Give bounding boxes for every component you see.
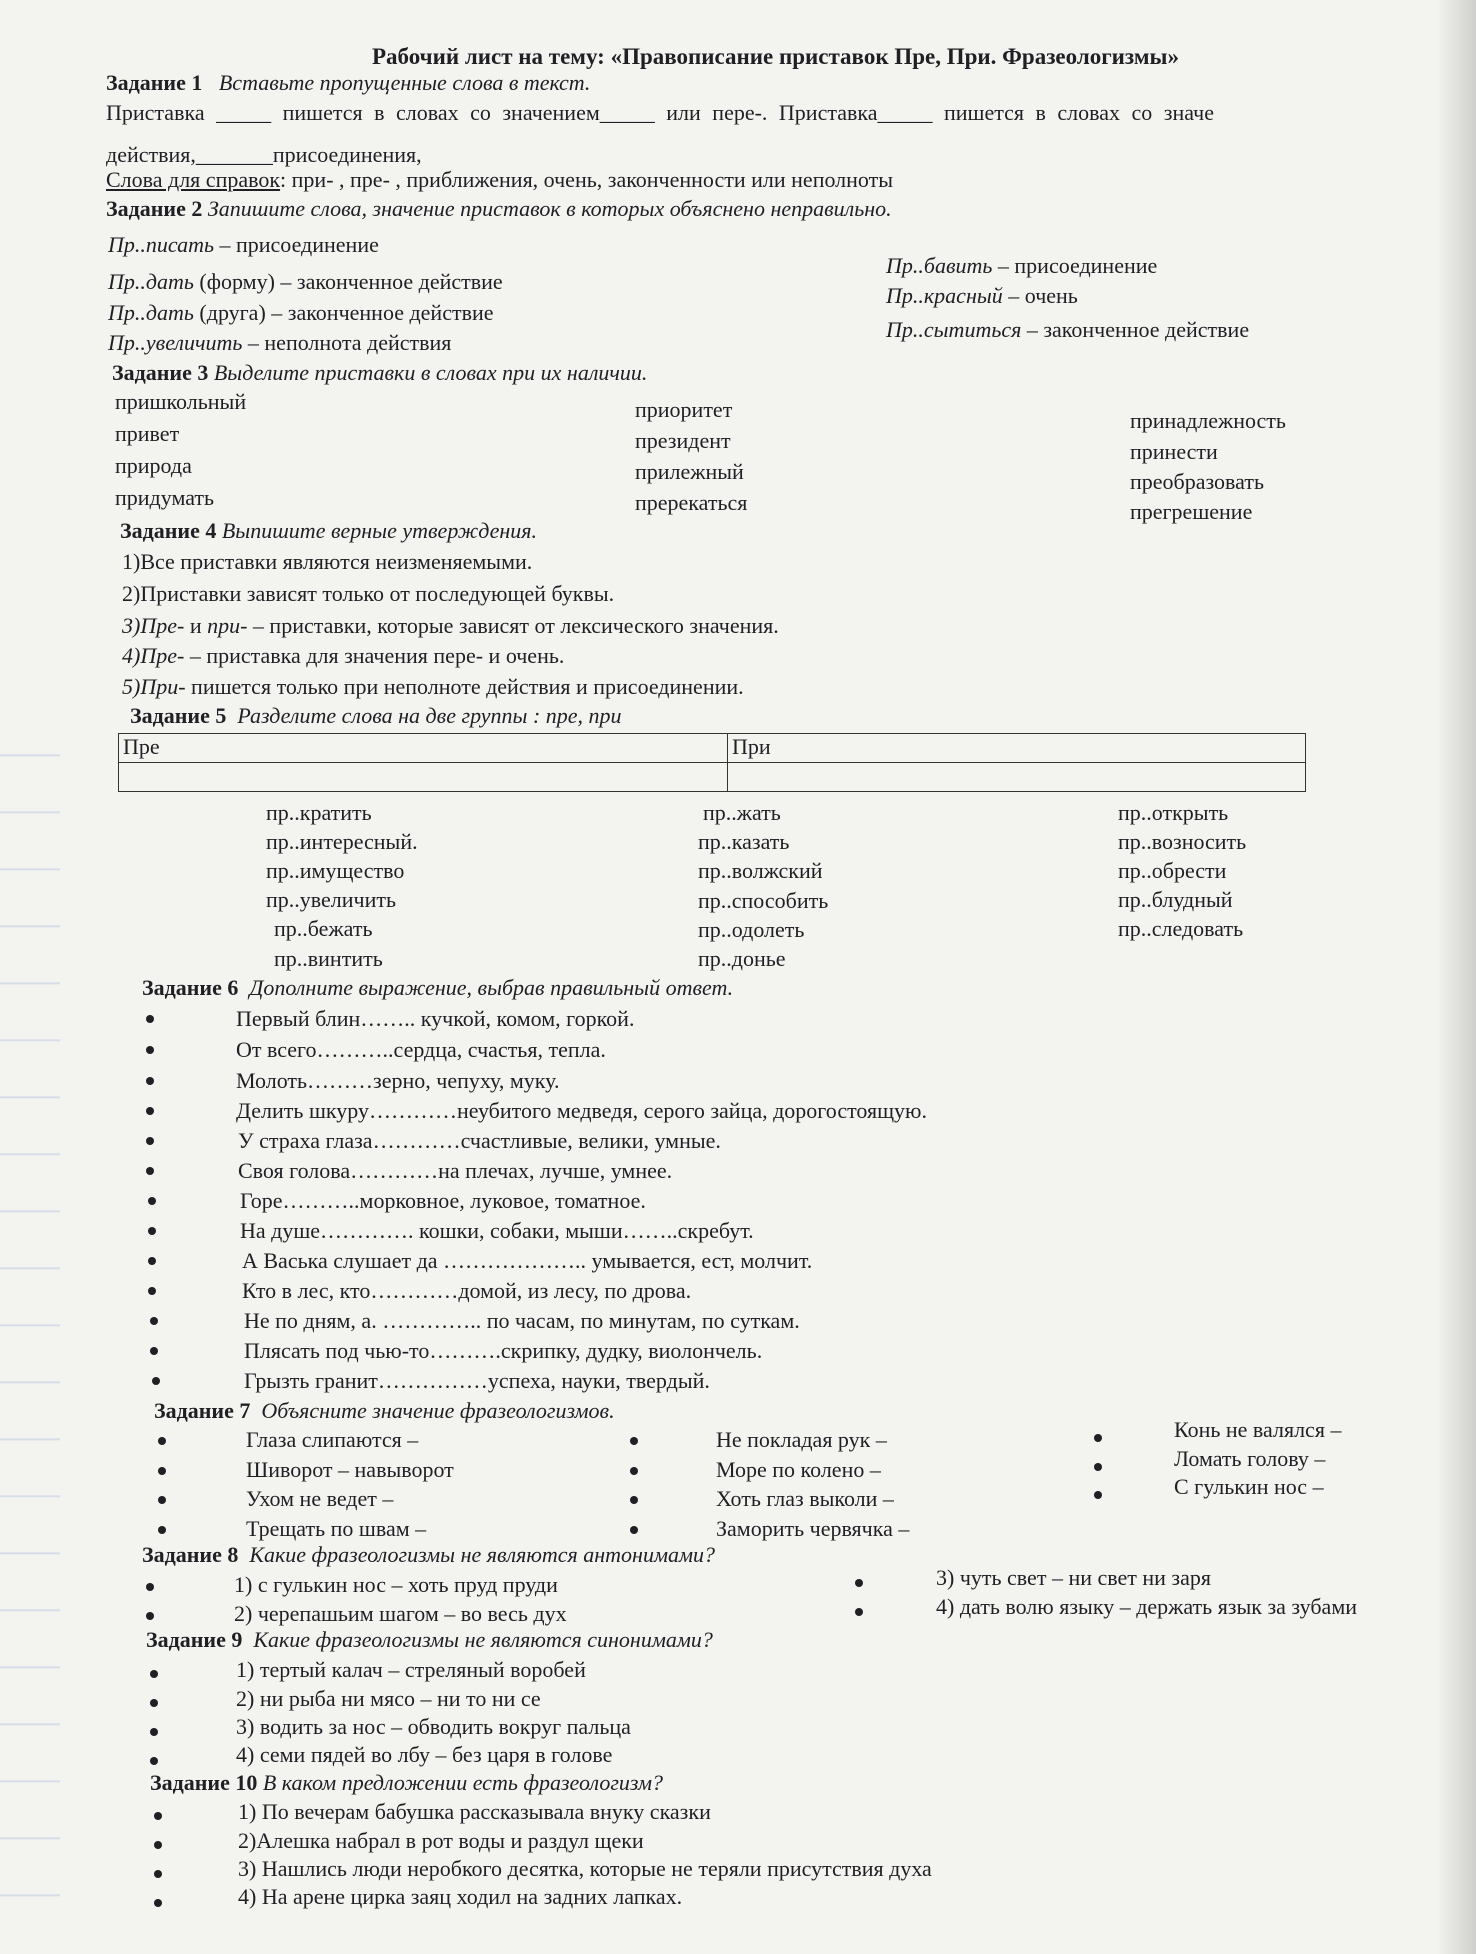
page-title: Рабочий лист на тему: «Правописание приставок Пре, При. Фразеологизмы» (372, 44, 1179, 69)
bullet-icon (855, 1579, 863, 1587)
task3-word: принадлежность (1130, 408, 1286, 433)
notebook-lines (0, 700, 60, 1900)
task3-word: принести (1130, 439, 1218, 464)
task4-item: 5)При- пишется только при неполноте действия и присоединении. (122, 674, 744, 699)
bullet-icon (158, 1526, 166, 1534)
task10-heading: Задание 10 В каком предложении есть фразеологизм? (150, 1770, 663, 1795)
bullet-icon (154, 1841, 162, 1849)
task7-item: Ухом не ведет – (246, 1486, 394, 1511)
task3-word: пришкольный (115, 389, 247, 414)
bullet-icon (152, 1377, 160, 1385)
task5-word: пр..жать (703, 800, 781, 825)
task1-line2: действия,_______присоединения, (106, 142, 422, 167)
task7-item: Шиворот – навыворот (246, 1457, 454, 1482)
task1-line1: Приставка _____ пишется в словах со значением_____ или пере-. Приставка_____ пишется в словах со значе (106, 100, 1214, 125)
bullet-icon (148, 1197, 156, 1205)
table-cell-pre[interactable] (119, 763, 728, 792)
task6-item: На душе…………. кошки, собаки, мыши……..скребут. (240, 1218, 754, 1243)
bullet-icon (154, 1812, 162, 1820)
task5-word: пр..обрести (1118, 858, 1227, 883)
task6-item: От всего………..сердца, счастья, тепла. (236, 1037, 606, 1062)
task7-item: Море по колено – (716, 1457, 881, 1482)
task5-word: пр..имущество (266, 858, 405, 883)
table-header-pre: Пре (119, 734, 728, 763)
task6-heading: Задание 6 Дополните выражение, выбрав правильный ответ. (142, 975, 734, 1000)
task6-item: У страха глаза…………счастливые, велики, умные. (238, 1128, 721, 1153)
task3-word: преобразовать (1130, 469, 1264, 494)
bullet-icon (150, 1757, 158, 1765)
task6-item: Грызть гранит……………успеха, науки, твердый. (244, 1368, 710, 1393)
task5-word: пр..открыть (1118, 800, 1229, 825)
bullet-icon (150, 1699, 158, 1707)
page-edge-shadow (1436, 0, 1476, 1954)
task7-item: Хоть глаз выколи – (716, 1486, 894, 1511)
task9-item: 2) ни рыба ни мясо – ни то ни се (236, 1686, 541, 1711)
task10-item: 1) По вечерам бабушка рассказывала внуку сказки (238, 1799, 711, 1824)
bullet-icon (148, 1227, 156, 1235)
task6-item: Кто в лес, кто…………домой, из лесу, по дрова. (242, 1278, 692, 1303)
task6-item: Плясать под чью-то……….скрипку, дудку, виолончель. (244, 1338, 763, 1363)
task9-item: 1) тертый калач – стреляный воробей (236, 1657, 586, 1682)
task5-word: пр..казать (698, 829, 790, 854)
task6-item: Молоть………зерно, чепуху, муку. (236, 1068, 560, 1093)
task5-word: пр..кратить (266, 800, 372, 825)
task4-item: 3)Пре- и при- – приставки, которые зависят от лексического значения. (122, 613, 779, 638)
bullet-icon (1094, 1463, 1102, 1471)
task5-word: пр..способить (698, 888, 829, 913)
task6-item: А Васька слушает да ……………….. умывается, ест, молчит. (242, 1248, 813, 1273)
bullet-icon (150, 1347, 158, 1355)
bullet-icon (146, 1046, 154, 1054)
bullet-icon (855, 1608, 863, 1616)
task6-item: Первый блин…….. кучкой, комом, горкой. (236, 1006, 635, 1031)
bullet-icon (630, 1526, 638, 1534)
task10-item: 3) Нашлись люди неробкого десятка, которые не теряли присутствия духа (238, 1856, 932, 1881)
bullet-icon (150, 1728, 158, 1736)
task6-item: Горе………..морковное, луковое, томатное. (240, 1188, 646, 1213)
task7-item: Ломать голову – (1174, 1446, 1326, 1471)
task3-word: привет (115, 421, 180, 446)
bullet-icon (154, 1870, 162, 1878)
bullet-icon (150, 1317, 158, 1325)
task8-heading: Задание 8 Какие фразеологизмы не являются антонимами? (142, 1542, 716, 1567)
task5-word: пр..бежать (274, 916, 373, 941)
task8-item: 4) дать волю языку – держать язык за зубами (936, 1594, 1358, 1619)
bullet-icon (150, 1670, 158, 1678)
bullet-icon (146, 1077, 154, 1085)
task2-left-3: Пр..дать (друга) – законченное действие (108, 300, 494, 325)
task3-word: природа (115, 453, 192, 478)
task3-word: прегрешение (1130, 499, 1253, 524)
task7-item: Заморить червячка – (716, 1516, 910, 1541)
task5-word: пр..одолеть (698, 917, 805, 942)
table-header-pri: При (728, 734, 1306, 763)
bullet-icon (146, 1137, 154, 1145)
task7-item: Не покладая рук – (716, 1427, 887, 1452)
bullet-icon (630, 1437, 638, 1445)
task3-word: прилежный (635, 459, 744, 484)
bullet-icon (146, 1612, 154, 1620)
task4-item: 2)Приставки зависят только от последующей буквы. (122, 581, 615, 606)
task3-word: пререкаться (635, 490, 748, 515)
bullet-icon (146, 1107, 154, 1115)
task5-word: пр..следовать (1118, 916, 1244, 941)
task5-word: пр..волжский (698, 858, 823, 883)
task3-word: президент (635, 428, 731, 453)
task5-word: пр..винтить (274, 946, 383, 971)
task6-item: Не по дням, а. ………….. по часам, по минутам, по суткам. (244, 1308, 800, 1333)
task3-word: придумать (115, 485, 215, 510)
task7-heading: Задание 7 Объясните значение фразеологизмов. (154, 1398, 615, 1423)
bullet-icon (1094, 1491, 1102, 1499)
bullet-icon (630, 1467, 638, 1475)
task7-item: Трещать по швам – (246, 1516, 427, 1541)
table-cell-pri[interactable] (728, 763, 1306, 792)
task7-item: Конь не валялся – (1174, 1417, 1342, 1442)
task5-word: пр..увеличить (266, 887, 397, 912)
task7-item: С гулькин нос – (1174, 1474, 1324, 1499)
bullet-icon (630, 1496, 638, 1504)
task5-word: пр..интересный. (266, 829, 418, 854)
task5-table (118, 733, 1306, 792)
task3-word: приоритет (635, 397, 733, 422)
bullet-icon (146, 1583, 154, 1591)
task7-item: Глаза слипаются – (246, 1427, 419, 1452)
task2-right-1: Пр..бавить – присоединение (886, 253, 1158, 278)
bullet-icon (158, 1437, 166, 1445)
task8-item: 2) черепашьим шагом – во весь дух (234, 1601, 567, 1626)
bullet-icon (148, 1287, 156, 1295)
task3-heading: Задание 3 Выделите приставки в словах при их наличии. (112, 360, 648, 385)
task6-item: Своя голова…………на плечах, лучше, умнее. (238, 1158, 673, 1183)
task9-item: 3) водить за нос – обводить вокруг пальца (236, 1714, 631, 1739)
bullet-icon (154, 1899, 162, 1907)
task4-item: 4)Пре- – приставка для значения пере- и очень. (122, 643, 565, 668)
task2-left-4: Пр..увеличить – неполнота действия (108, 330, 452, 355)
task1-reference: Слова для справок: при- , пре- , приближения, очень, законченности или неполноты (106, 167, 894, 192)
bullet-icon (146, 1015, 154, 1023)
task4-heading: Задание 4 Выпишите верные утверждения. (120, 518, 538, 543)
task10-item: 2)Алешка набрал в рот воды и раздул щеки (238, 1828, 644, 1853)
bullet-icon (1094, 1434, 1102, 1442)
bullet-icon (148, 1257, 156, 1265)
task1-heading: Задание 1 Вставьте пропущенные слова в текст. (106, 70, 591, 95)
task9-item: 4) семи пядей во лбу – без царя в голове (236, 1742, 613, 1767)
task5-word: пр..блудный (1118, 887, 1233, 912)
task8-item: 1) с гулькин нос – хоть пруд пруди (234, 1572, 558, 1597)
task2-left-1: Пр..писать – присоединение (108, 232, 379, 257)
task5-heading: Задание 5 Разделите слова на две группы : пре, при (130, 703, 622, 728)
task10-item: 4) На арене цирка заяц ходил на задних лапках. (238, 1884, 683, 1909)
task5-word: пр..возносить (1118, 829, 1247, 854)
bullet-icon (146, 1167, 154, 1175)
task4-item: 1)Все приставки являются неизменяемыми. (122, 549, 533, 574)
bullet-icon (158, 1467, 166, 1475)
task6-item: Делить шкуру…………неубитого медведя, серого зайца, дорогостоящую. (236, 1098, 927, 1123)
task2-right-2: Пр..красный – очень (886, 283, 1078, 308)
task8-item: 3) чуть свет – ни свет ни заря (936, 1565, 1212, 1590)
task9-heading: Задание 9 Какие фразеологизмы не являются синонимами? (146, 1627, 713, 1652)
task2-left-2: Пр..дать (форму) – законченное действие (108, 269, 503, 294)
task2-heading: Задание 2 Запишите слова, значение приставок в которых объяснено неправильно. (106, 196, 892, 221)
task5-word: пр..донье (698, 946, 786, 971)
task2-right-3: Пр..сытиться – законченное действие (886, 317, 1250, 342)
bullet-icon (158, 1496, 166, 1504)
